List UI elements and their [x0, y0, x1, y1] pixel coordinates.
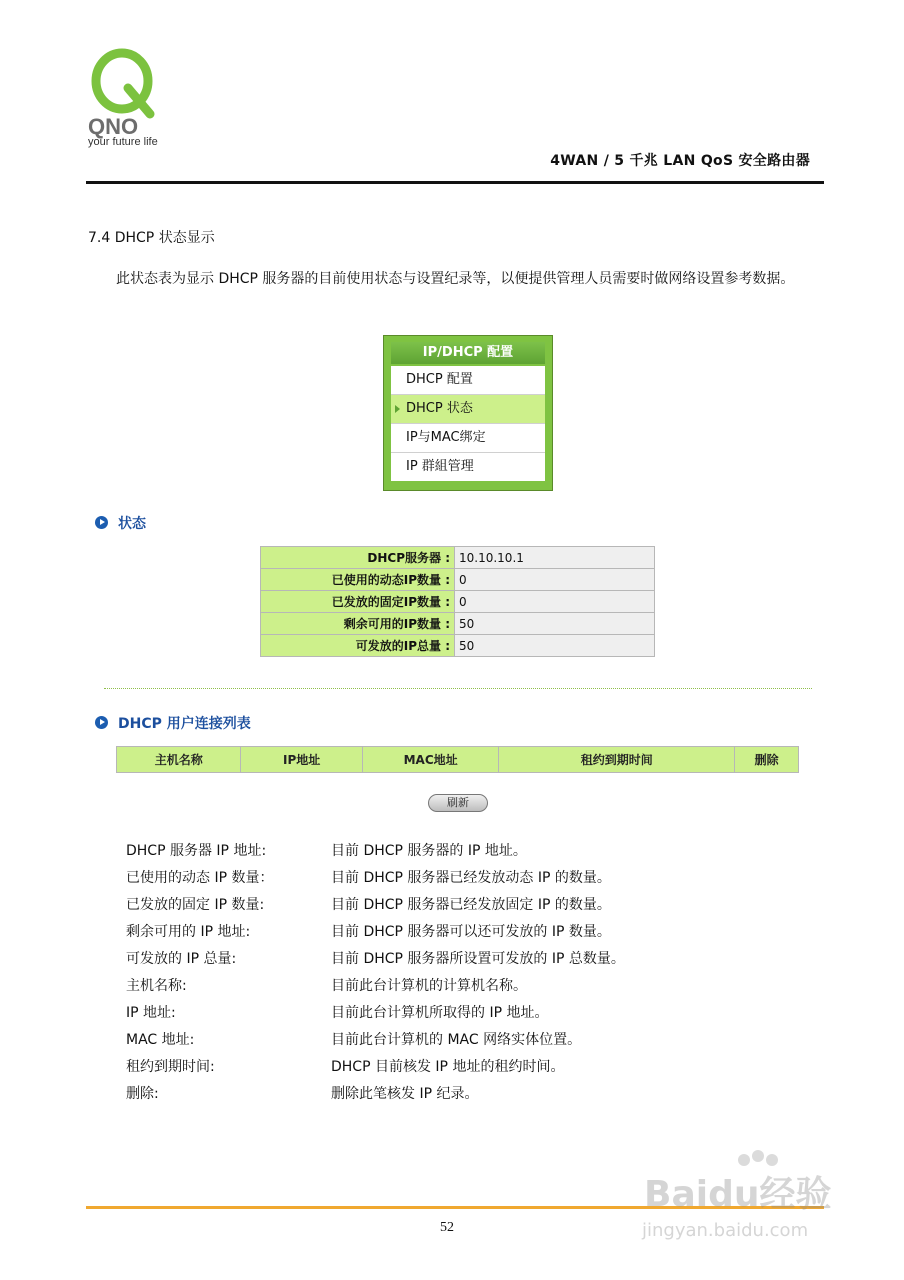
- menu-item-label: IP与MAC绑定: [406, 430, 486, 445]
- definition-desc: 删除此笔核发 IP 纪录。: [331, 1086, 479, 1102]
- menu-item-ip-group[interactable]: [391, 453, 545, 481]
- status-table: [260, 546, 655, 657]
- definition-desc: 目前 DHCP 服务器可以还可发放的 IP 数量。: [331, 924, 611, 940]
- definition-term: 已使用的动态 IP 数量：: [126, 870, 274, 886]
- definition-desc: 目前此台计算机所取得的 IP 地址。: [331, 1005, 549, 1021]
- column-header-delete: 删除: [735, 747, 799, 773]
- arrow-circle-icon: [95, 516, 108, 529]
- status-label: 可发放的IP总量 :: [261, 635, 455, 657]
- header-divider: [86, 181, 824, 184]
- section-title: 7.4 DHCP 状态显示: [88, 230, 215, 246]
- definition-term: IP 地址:: [126, 1005, 176, 1021]
- definition-term: 租约到期时间:: [126, 1059, 215, 1075]
- table-row: [261, 547, 655, 569]
- table-row: [261, 569, 655, 591]
- definition-term: 可发放的 IP 总量:: [126, 951, 237, 967]
- watermark-url: jingyan.baidu.com: [642, 1220, 809, 1241]
- logo-tagline: your future life: [88, 136, 158, 148]
- menu-item-label: DHCP 配置: [406, 372, 473, 387]
- status-label: 已发放的固定IP数量 :: [261, 591, 455, 613]
- menu-list: [391, 366, 545, 481]
- definition-term: DHCP 服务器 IP 地址:: [126, 843, 267, 859]
- status-label: DHCP服务器 :: [261, 547, 455, 569]
- definition-desc: 目前 DHCP 服务器所设置可发放的 IP 总数量。: [331, 951, 625, 967]
- baidu-watermark: [636, 1150, 856, 1250]
- section-divider: [104, 688, 812, 689]
- definition-desc: 目前 DHCP 服务器已经发放动态 IP 的数量。: [331, 870, 611, 886]
- status-heading: [95, 513, 146, 533]
- menu-item-dhcp-status[interactable]: [391, 395, 545, 424]
- status-label: 剩余可用的IP数量 :: [261, 613, 455, 635]
- column-header-ip: IP地址: [241, 747, 362, 773]
- definition-term: 删除:: [126, 1086, 159, 1102]
- menu-item-label: DHCP 状态: [406, 401, 473, 416]
- definition-desc: DHCP 目前核发 IP 地址的租约时间。: [331, 1059, 565, 1075]
- definition-term: 已发放的固定 IP 数量:: [126, 897, 265, 913]
- status-value: 0: [455, 569, 655, 591]
- definition-desc: 目前 DHCP 服务器已经发放固定 IP 的数量。: [331, 897, 611, 913]
- definition-desc: 目前此台计算机的计算机名称。: [331, 978, 527, 994]
- logo-wordmark: QNO: [88, 114, 139, 139]
- definition-desc: 目前 DHCP 服务器的 IP 地址。: [331, 843, 527, 859]
- column-header-mac: MAC地址: [362, 747, 499, 773]
- table-header-row: [117, 747, 799, 773]
- client-list-heading: [95, 713, 251, 733]
- definition-term: MAC 地址:: [126, 1032, 195, 1048]
- table-row: [261, 591, 655, 613]
- status-label: 已使用的动态IP数量 :: [261, 569, 455, 591]
- client-list-table: [116, 746, 799, 773]
- status-heading-label: 状态: [118, 516, 146, 532]
- page-number: 52: [440, 1220, 454, 1235]
- watermark-text: Baidu经验: [644, 1174, 832, 1215]
- active-arrow-icon: [395, 405, 400, 413]
- status-value: 50: [455, 635, 655, 657]
- menu-item-label: IP 群組管理: [406, 459, 474, 474]
- document-title: 4WAN / 5 千兆 LAN QoS 安全路由器: [550, 153, 810, 169]
- menu-item-ip-mac-binding[interactable]: [391, 424, 545, 453]
- status-value: 50: [455, 613, 655, 635]
- intro-paragraph: 此状态表为显示 DHCP 服务器的目前使用状态与设置纪录等，以便提供管理人员需要时做网络设置参考数据。: [116, 271, 795, 287]
- arrow-circle-icon: [95, 716, 108, 729]
- definition-term: 剩余可用的 IP 地址:: [126, 924, 251, 940]
- menu-header: IP/DHCP 配置: [391, 342, 545, 364]
- menu-item-dhcp-config[interactable]: [391, 366, 545, 395]
- table-row: [261, 635, 655, 657]
- column-header-hostname: 主机名称: [117, 747, 241, 773]
- definition-desc: 目前此台计算机的 MAC 网络实体位置。: [331, 1032, 582, 1048]
- table-row: [261, 613, 655, 635]
- status-value: 10.10.10.1: [455, 547, 655, 569]
- client-list-heading-label: DHCP 用户连接列表: [118, 716, 251, 732]
- ip-dhcp-menu-panel: [383, 335, 553, 491]
- definition-term: 主机名称:: [126, 978, 187, 994]
- status-value: 0: [455, 591, 655, 613]
- column-header-lease-expiry: 租约到期时间: [499, 747, 735, 773]
- refresh-button[interactable]: 刷新: [428, 794, 488, 812]
